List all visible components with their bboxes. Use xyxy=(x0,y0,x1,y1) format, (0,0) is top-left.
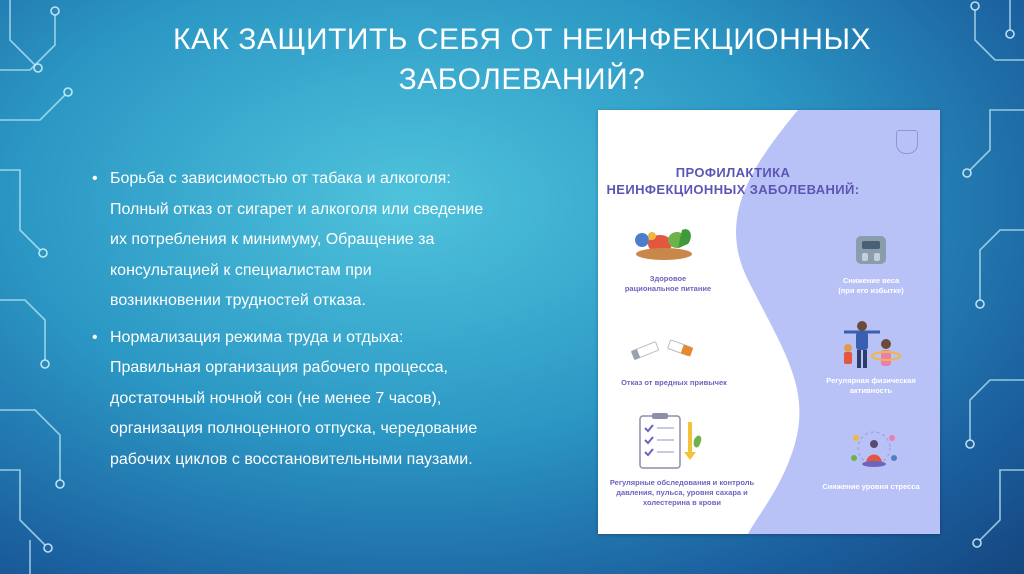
caption-line: Здоровое xyxy=(649,274,687,283)
caption-line: Снижение уровня стресса xyxy=(822,482,920,491)
caption-line: рациональное питание xyxy=(624,284,712,293)
caption-habits xyxy=(604,378,744,388)
meditation-icon xyxy=(844,426,904,476)
bullet-line: достаточный ночной сон (не менее 7 часов), xyxy=(110,389,442,407)
scale-icon xyxy=(854,234,888,266)
poster-title-line: НЕИНФЕКЦИОННЫХ ЗАБОЛЕВАНИЙ: xyxy=(606,182,860,197)
caption-line: Регулярные обследования и контроль xyxy=(609,478,755,487)
caption-checkups xyxy=(602,478,762,508)
poster-title xyxy=(598,164,868,198)
bullet-line: Правильная организация рабочего процесса, xyxy=(110,359,448,376)
slide-title-line: КАК ЗАЩИТИТЬ СЕБЯ ОТ НЕИНФЕКЦИОННЫХ xyxy=(172,23,872,56)
caption-line: (при его избытке) xyxy=(838,286,904,295)
caption-line: Снижение веса xyxy=(842,276,900,285)
family-exercise-icon xyxy=(840,320,906,372)
caption-nutrition xyxy=(608,274,728,294)
bullet-line: • Нормализация режима труда и отдыха: xyxy=(110,328,404,346)
broken-cigarette-icon xyxy=(628,332,706,366)
bullet-line: Полный отказ от сигарет и алкоголя или сведение xyxy=(110,200,484,218)
bullet-item-work-rest xyxy=(92,323,582,476)
bullet-line: консультацией к специалистам при xyxy=(110,261,372,279)
caption-line: давления, пульса, уровня сахара и xyxy=(616,488,748,497)
bullet-line: рабочих циклов с восстановительными паузами. xyxy=(110,450,473,468)
bullet-line: организация полноценного отпуска, чередование xyxy=(110,420,478,437)
caption-line: активность xyxy=(849,386,893,395)
emblem-icon xyxy=(896,130,918,154)
caption-weight xyxy=(810,276,932,296)
slide-title-line: ЗАБОЛЕВАНИЙ? xyxy=(398,63,646,96)
caption-line: Отказ от вредных привычек xyxy=(621,378,727,387)
checklist-icon xyxy=(634,412,706,472)
poster-title-line: ПРОФИЛАКТИКА xyxy=(675,165,791,180)
bullet-item-tobacco xyxy=(92,164,582,317)
caption-stress xyxy=(804,482,938,492)
prevention-poster xyxy=(598,110,940,534)
caption-activity xyxy=(810,376,932,396)
bullet-line: их потребления к минимуму, Обращение за xyxy=(110,231,435,248)
bullet-line: возникновении трудностей отказа. xyxy=(110,292,366,309)
caption-line: Регулярная физическая xyxy=(826,376,916,385)
caption-line: холестерина в крови xyxy=(643,498,721,507)
bullet-line: • Борьба с зависимостью от табака и алкоголя: xyxy=(110,170,451,187)
slide-title xyxy=(142,20,902,100)
food-basket-icon xyxy=(632,222,696,264)
bullet-list xyxy=(92,164,582,481)
